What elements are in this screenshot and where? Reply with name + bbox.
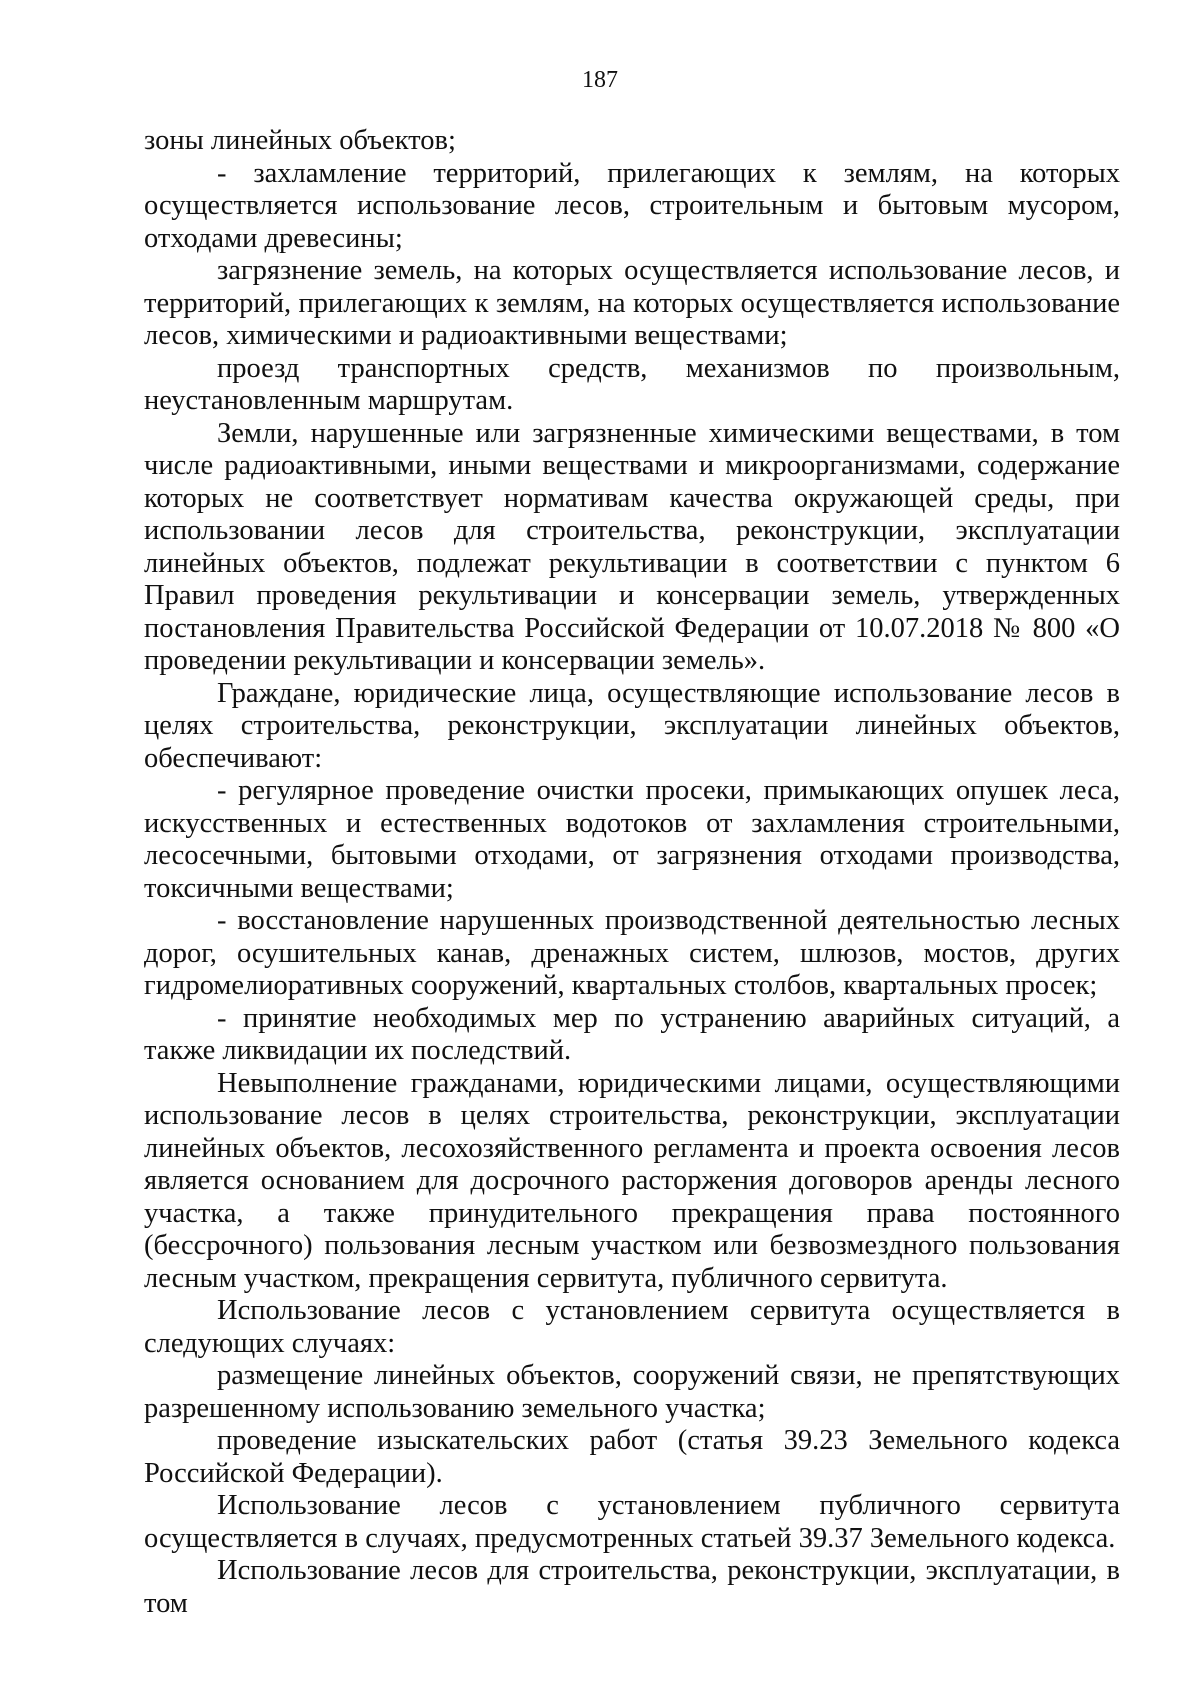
paragraph: - регулярное проведение очистки просеки, примыкающих опушек леса, искусственных и естественных водотоков от захламления строительными, лесосечными, бытовыми отходами, от загрязнения отходами производства, токсичными веществами; [144,775,1120,904]
paragraph: размещение линейных объектов, сооружений связи, не препятствующих разрешенному использованию земельного участка; [144,1360,1120,1424]
paragraph: зоны линейных объектов; [144,125,456,156]
paragraph: Использование лесов для строительства, реконструкции, эксплуатации, в том [144,1555,1120,1619]
paragraph: Граждане, юридические лица, осуществляющие использование лесов в целях строительства, реконструкции, эксплуатации линейных объектов, обеспечивают: [144,677,1120,774]
paragraph: проведение изыскательских работ (статья 39.23 Земельного кодекса Российской Федерации). [144,1425,1120,1489]
paragraph: Использование лесов с установлением сервитута осуществляется в следующих случаях: [144,1295,1120,1359]
paragraph: - захламление территорий, прилегающих к землям, на которых осуществляется использование лесов, строительным и бытовым мусором, отходами древесины; [144,157,1120,254]
paragraph: - принятие необходимых мер по устранению аварийных ситуаций, а также ликвидации их последствий. [144,1002,1120,1066]
paragraph: Использование лесов с установлением публичного сервитута осуществляется в случаях, предусмотренных статьей 39.37 Земельного кодекса. [144,1490,1120,1554]
paragraph: Земли, нарушенные или загрязненные химическими веществами, в том числе радиоактивными, иными веществами и микроорганизмами, содержание которых не соответствует нормативам качества окружающей среды, при использовании лесов для строительства, реконструкции, эксплуатации линейных объектов, подлежат рекультивации в соответствии с пунктом 6 Правил проведения рекультивации и консервации земель, утвержденных постановления Правительства Российской Федерации от 10.07.2018 № 800 «О проведении рекультивации и консервации земель». [144,417,1120,676]
document-body [144,125,1120,1620]
paragraph: Невыполнение гражданами, юридическими лицами, осуществляющими использование лесов в целях строительства, реконструкции, эксплуатации линейных объектов, лесохозяйственного регламента и проекта освоения лесов является основанием для досрочного расторжения договоров аренды лесного участка, а также принудительного прекращения права постоянного (бессрочного) пользования лесным участком или безвозмездного пользования лесным участком, прекращения сервитута, публичного сервитута. [144,1067,1120,1294]
paragraph: проезд транспортных средств, механизмов по произвольным, неустановленным маршрутам. [144,352,1120,416]
page-number: 187 [582,67,618,93]
paragraph: загрязнение земель, на которых осуществляется использование лесов, и территорий, прилегающих к землям, на которых осуществляется использование лесов, химическими и радиоактивными веществами; [144,255,1120,351]
paragraph: - восстановление нарушенных производственной деятельностью лесных дорог, осушительных канав, дренажных систем, шлюзов, мостов, других гидромелиоративных сооружений, квартальных столбов, квартальных просек; [144,905,1120,1001]
